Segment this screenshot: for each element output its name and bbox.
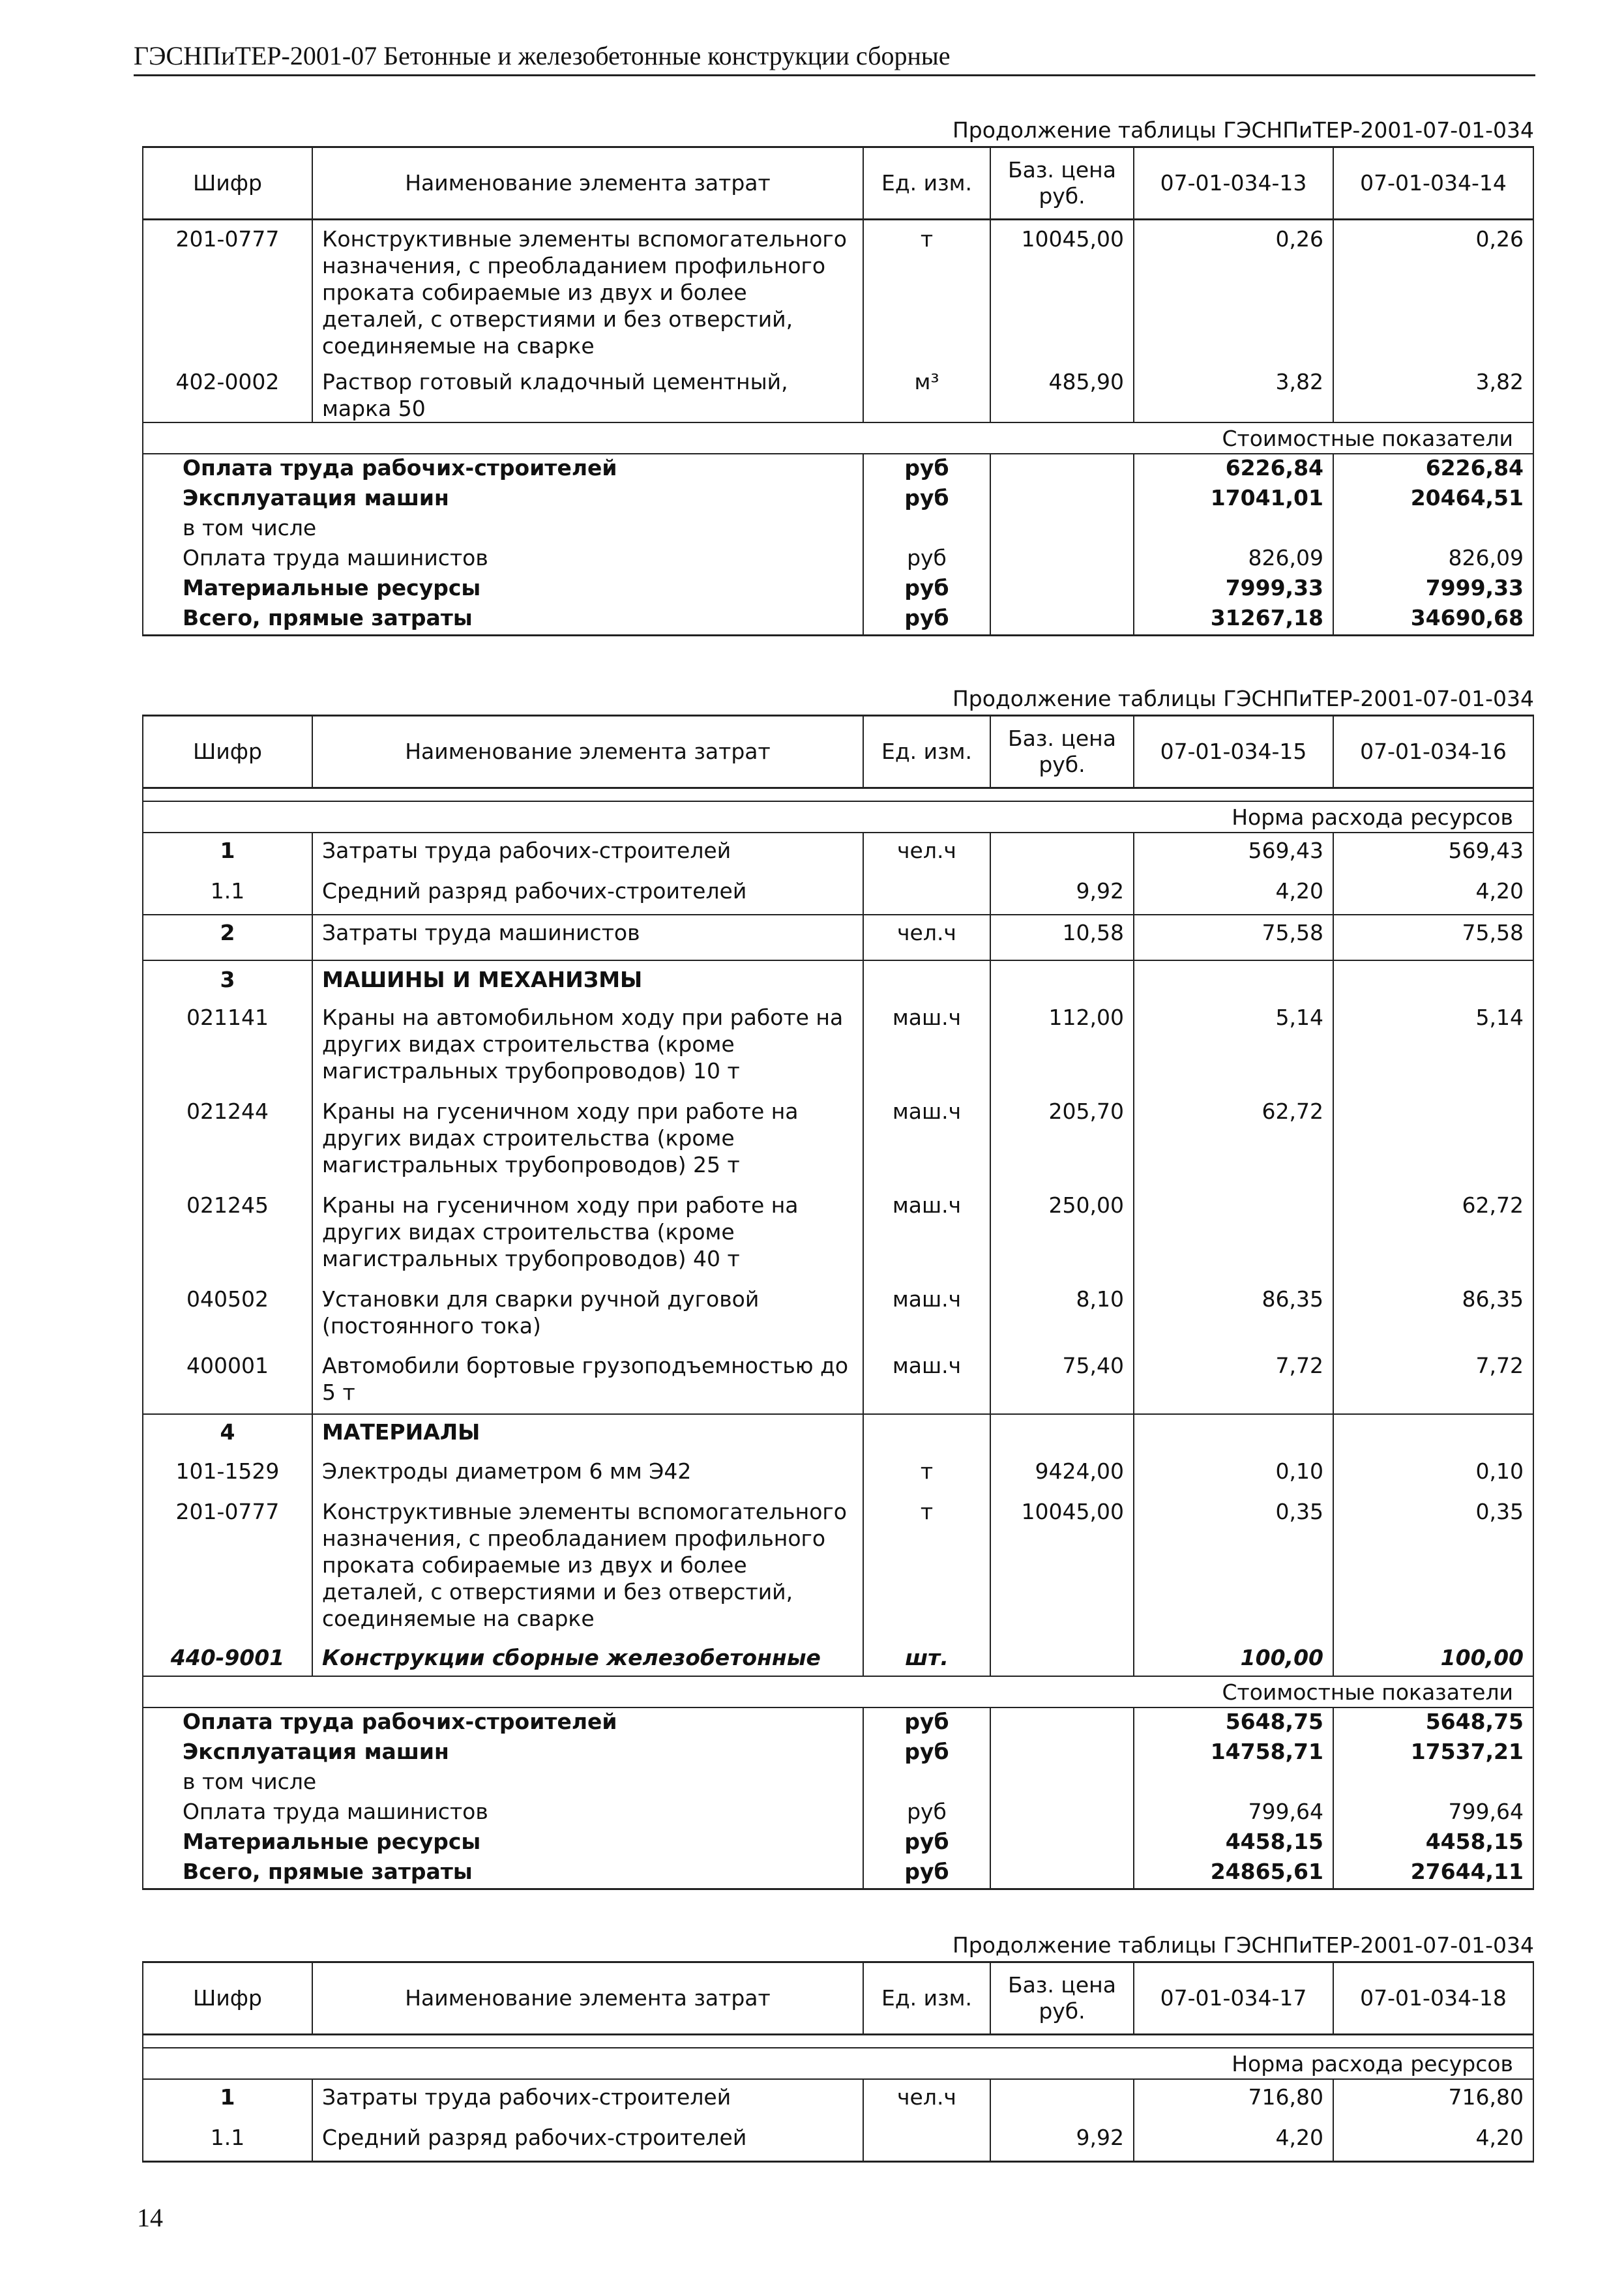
row-value-a: 716,80 xyxy=(1134,2079,1333,2120)
row-price: 9,92 xyxy=(990,2120,1134,2162)
row-code: 1 xyxy=(143,833,312,874)
cost-value-a: 24865,61 xyxy=(1134,1858,1333,1889)
row-code: 201-0777 xyxy=(143,220,312,360)
cost-name: Оплата труда рабочих-строителей xyxy=(143,1707,863,1738)
cost-row xyxy=(143,454,1533,484)
header-col-b: 07-01-034-16 xyxy=(1333,716,1533,788)
row-value-b: 716,80 xyxy=(1333,2079,1533,2120)
row-code: 021245 xyxy=(143,1190,312,1284)
row-name: Затраты труда рабочих-строителей xyxy=(312,2079,863,2120)
row-value-b: 86,35 xyxy=(1333,1284,1533,1351)
cost-row xyxy=(143,1828,1533,1858)
row-unit: т xyxy=(863,220,990,360)
table-row xyxy=(143,1284,1533,1351)
cost-unit: руб xyxy=(863,454,990,484)
cost-price-empty xyxy=(990,574,1134,604)
row-code: 440-9001 xyxy=(143,1643,312,1676)
row-price: 10045,00 xyxy=(990,1496,1134,1643)
cost-price-empty xyxy=(990,1707,1134,1738)
section-code: 4 xyxy=(143,1414,312,1455)
cost-name: Материальные ресурсы xyxy=(143,574,863,604)
cost-row xyxy=(143,1738,1533,1768)
table-row xyxy=(143,915,1533,960)
table-header xyxy=(143,1962,1533,2035)
row-code: 040502 xyxy=(143,1284,312,1351)
section-title: МАШИНЫ И МЕХАНИЗМЫ xyxy=(312,960,863,1003)
cost-value-a: 31267,18 xyxy=(1134,604,1333,636)
row-value-a: 75,58 xyxy=(1134,915,1333,960)
table-row xyxy=(143,1643,1533,1676)
table-row xyxy=(143,1455,1533,1496)
row-name: Краны на автомобильном ходу при работе на других видах строительства (кроме магистральных трубопроводов) 10 т xyxy=(312,1003,863,1097)
row-code: 2 xyxy=(143,915,312,960)
header-price-line1: Баз. цена xyxy=(1008,157,1116,183)
row-value-b: 3,82 xyxy=(1333,359,1533,422)
row-name: Конструктивные элементы вспомогательного назначения, с преобладанием профильного проката собираемые из двух и более деталей, с отверстиями и без отверстий, соединяемые на сварке xyxy=(312,220,863,360)
cost-name: в том числе xyxy=(143,1768,863,1798)
cost-price-empty xyxy=(990,484,1134,514)
cost-value-a: 6226,84 xyxy=(1134,454,1333,484)
continuation-label-3: Продолжение таблицы ГЭСНПиТЕР-2001-07-01-034 xyxy=(952,1932,1534,1958)
row-name: Средний разряд рабочих-строителей xyxy=(312,2120,863,2162)
section-row xyxy=(143,960,1533,1003)
cost-unit: руб xyxy=(863,574,990,604)
cost-row xyxy=(143,544,1533,574)
cost-unit: руб xyxy=(863,1738,990,1768)
row-price: 10045,00 xyxy=(990,220,1134,360)
cost-price-empty xyxy=(990,1738,1134,1768)
row-code: 1.1 xyxy=(143,2120,312,2162)
cost-indicators-label: Стоимостные показатели xyxy=(143,422,1533,454)
section-row xyxy=(143,1414,1533,1455)
header-price-line2: руб. xyxy=(1039,752,1085,777)
resource-table-3 xyxy=(142,1961,1534,2163)
cost-indicators-band xyxy=(143,1676,1533,1707)
cost-name: Материальные ресурсы xyxy=(143,1828,863,1858)
table-header xyxy=(143,716,1533,788)
cost-unit: руб xyxy=(863,1707,990,1738)
row-value-a: 0,35 xyxy=(1134,1496,1333,1643)
row-code: 101-1529 xyxy=(143,1455,312,1496)
table-row xyxy=(143,1097,1533,1190)
header-price xyxy=(990,147,1134,220)
table-row xyxy=(143,359,1533,422)
cost-unit: руб xyxy=(863,1798,990,1828)
spacer-row xyxy=(143,788,1533,802)
row-value-a: 100,00 xyxy=(1134,1643,1333,1676)
cost-indicators-label: Стоимостные показатели xyxy=(143,1676,1533,1707)
cost-row xyxy=(143,1858,1533,1889)
cost-price-empty xyxy=(990,544,1134,574)
row-unit: чел.ч xyxy=(863,833,990,874)
row-name: Затраты труда машинистов xyxy=(312,915,863,960)
row-unit: маш.ч xyxy=(863,1284,990,1351)
cost-name: Эксплуатация машин xyxy=(143,484,863,514)
continuation-label-2: Продолжение таблицы ГЭСНПиТЕР-2001-07-01-034 xyxy=(952,686,1534,711)
table-row xyxy=(143,1003,1533,1097)
cost-price-empty xyxy=(990,1858,1134,1889)
cost-price-empty xyxy=(990,1798,1134,1828)
header-name: Наименование элемента затрат xyxy=(312,716,863,788)
row-value-a: 0,10 xyxy=(1134,1455,1333,1496)
cost-value-b xyxy=(1333,1768,1533,1798)
row-value-a: 4,20 xyxy=(1134,2120,1333,2162)
cost-unit: руб xyxy=(863,604,990,636)
row-unit: т xyxy=(863,1496,990,1643)
row-code: 021244 xyxy=(143,1097,312,1190)
cost-unit: руб xyxy=(863,1858,990,1889)
cost-name: Всего, прямые затраты xyxy=(143,1858,863,1889)
cost-value-b: 17537,21 xyxy=(1333,1738,1533,1768)
header-price-line1: Баз. цена xyxy=(1008,1972,1116,1998)
table-header xyxy=(143,147,1533,220)
row-price: 9,92 xyxy=(990,874,1134,915)
cost-row xyxy=(143,574,1533,604)
cost-price-empty xyxy=(990,454,1134,484)
cost-price-empty xyxy=(990,1828,1134,1858)
row-value-b: 4,20 xyxy=(1333,874,1533,915)
row-price: 10,58 xyxy=(990,915,1134,960)
resource-table-2 xyxy=(142,715,1534,1890)
row-value-a: 5,14 xyxy=(1134,1003,1333,1097)
row-value-a: 7,72 xyxy=(1134,1351,1333,1414)
header-code: Шифр xyxy=(143,1962,312,2035)
running-title: ГЭСНПиТЕР-2001-07 Бетонные и железобетонные конструкции сборные xyxy=(134,38,1535,76)
resource-table-1 xyxy=(142,146,1534,636)
header-col-a: 07-01-034-17 xyxy=(1134,1962,1333,2035)
cost-value-b: 5648,75 xyxy=(1333,1707,1533,1738)
cost-value-a: 5648,75 xyxy=(1134,1707,1333,1738)
table-row xyxy=(143,2120,1533,2162)
cost-row xyxy=(143,1768,1533,1798)
header-price-line2: руб. xyxy=(1039,1998,1085,2024)
resource-norms-label: Норма расхода ресурсов xyxy=(143,801,1533,833)
row-price: 75,40 xyxy=(990,1351,1134,1414)
cost-value-a: 4458,15 xyxy=(1134,1828,1333,1858)
cost-value-b: 34690,68 xyxy=(1333,604,1533,636)
table-row xyxy=(143,833,1533,874)
row-value-b: 7,72 xyxy=(1333,1351,1533,1414)
header-price xyxy=(990,1962,1134,2035)
table-row xyxy=(143,220,1533,360)
cost-name: Оплата труда рабочих-строителей xyxy=(143,454,863,484)
row-unit: маш.ч xyxy=(863,1190,990,1284)
cost-value-b: 27644,11 xyxy=(1333,1858,1533,1889)
header-col-a: 07-01-034-15 xyxy=(1134,716,1333,788)
row-name: Конструкции сборные железобетонные xyxy=(312,1643,863,1676)
row-code: 400001 xyxy=(143,1351,312,1414)
cost-name: в том числе xyxy=(143,514,863,544)
row-name: Автомобили бортовые грузоподъемностью до 5 т xyxy=(312,1351,863,1414)
page-number: 14 xyxy=(137,2203,163,2232)
row-name: Затраты труда рабочих-строителей xyxy=(312,833,863,874)
row-value-b: 4,20 xyxy=(1333,2120,1533,2162)
cost-value-a: 7999,33 xyxy=(1134,574,1333,604)
row-value-b: 62,72 xyxy=(1333,1190,1533,1284)
section-title: МАТЕРИАЛЫ xyxy=(312,1414,863,1455)
header-unit: Ед. изм. xyxy=(863,716,990,788)
cost-value-a xyxy=(1134,514,1333,544)
header-price-line1: Баз. цена xyxy=(1008,726,1116,751)
row-value-a: 86,35 xyxy=(1134,1284,1333,1351)
table-row xyxy=(143,874,1533,915)
table-row xyxy=(143,2079,1533,2120)
row-code: 021141 xyxy=(143,1003,312,1097)
row-value-b: 5,14 xyxy=(1333,1003,1533,1097)
row-value-a: 569,43 xyxy=(1134,833,1333,874)
cost-value-b xyxy=(1333,514,1533,544)
row-value-b: 0,35 xyxy=(1333,1496,1533,1643)
header-code: Шифр xyxy=(143,716,312,788)
row-unit xyxy=(863,874,990,915)
cost-value-a: 799,64 xyxy=(1134,1798,1333,1828)
cost-row xyxy=(143,604,1533,636)
row-unit: шт. xyxy=(863,1643,990,1676)
row-unit: м³ xyxy=(863,359,990,422)
row-price xyxy=(990,1643,1134,1676)
cost-unit: руб xyxy=(863,484,990,514)
row-name: Раствор готовый кладочный цементный, марка 50 xyxy=(312,359,863,422)
resource-norms-band xyxy=(143,801,1533,833)
cost-unit: руб xyxy=(863,544,990,574)
spacer-row xyxy=(143,2035,1533,2048)
row-price: 9424,00 xyxy=(990,1455,1134,1496)
cost-value-a xyxy=(1134,1768,1333,1798)
row-value-b xyxy=(1333,1097,1533,1190)
cost-name: Оплата труда машинистов xyxy=(143,544,863,574)
cost-unit xyxy=(863,1768,990,1798)
table-row xyxy=(143,1351,1533,1414)
row-unit: чел.ч xyxy=(863,915,990,960)
cost-unit xyxy=(863,514,990,544)
row-code: 1.1 xyxy=(143,874,312,915)
row-value-a: 3,82 xyxy=(1134,359,1333,422)
header-unit: Ед. изм. xyxy=(863,1962,990,2035)
cost-price-empty xyxy=(990,514,1134,544)
cost-row xyxy=(143,1707,1533,1738)
header-col-b: 07-01-034-14 xyxy=(1333,147,1533,220)
header-name: Наименование элемента затрат xyxy=(312,1962,863,2035)
row-value-b: 0,10 xyxy=(1333,1455,1533,1496)
cost-row xyxy=(143,1798,1533,1828)
cost-value-b: 7999,33 xyxy=(1333,574,1533,604)
row-value-b: 0,26 xyxy=(1333,220,1533,360)
cost-name: Всего, прямые затраты xyxy=(143,604,863,636)
resource-norms-band xyxy=(143,2048,1533,2079)
cost-row xyxy=(143,484,1533,514)
header-unit: Ед. изм. xyxy=(863,147,990,220)
resource-norms-label: Норма расхода ресурсов xyxy=(143,2048,1533,2079)
cost-price-empty xyxy=(990,1768,1134,1798)
table-row xyxy=(143,1190,1533,1284)
row-unit: маш.ч xyxy=(863,1003,990,1097)
row-unit: т xyxy=(863,1455,990,1496)
header-name: Наименование элемента затрат xyxy=(312,147,863,220)
row-unit: маш.ч xyxy=(863,1351,990,1414)
row-price: 250,00 xyxy=(990,1190,1134,1284)
cost-name: Оплата труда машинистов xyxy=(143,1798,863,1828)
row-value-a: 0,26 xyxy=(1134,220,1333,360)
cost-value-b: 4458,15 xyxy=(1333,1828,1533,1858)
table-row xyxy=(143,1496,1533,1643)
cost-value-b: 6226,84 xyxy=(1333,454,1533,484)
cost-name: Эксплуатация машин xyxy=(143,1738,863,1768)
header-price xyxy=(990,716,1134,788)
row-price xyxy=(990,833,1134,874)
cost-value-a: 826,09 xyxy=(1134,544,1333,574)
row-value-b: 569,43 xyxy=(1333,833,1533,874)
cost-row xyxy=(143,514,1533,544)
row-name: Краны на гусеничном ходу при работе на других видах строительства (кроме магистральных трубопроводов) 40 т xyxy=(312,1190,863,1284)
header-col-a: 07-01-034-13 xyxy=(1134,147,1333,220)
row-price xyxy=(990,2079,1134,2120)
cost-value-b: 20464,51 xyxy=(1333,484,1533,514)
cost-value-b: 826,09 xyxy=(1333,544,1533,574)
row-value-a xyxy=(1134,1190,1333,1284)
section-code: 3 xyxy=(143,960,312,1003)
row-name: Конструктивные элементы вспомогательного назначения, с преобладанием профильного проката собираемые из двух и более деталей, с отверстиями и без отверстий, соединяемые на сварке xyxy=(312,1496,863,1643)
row-value-a: 62,72 xyxy=(1134,1097,1333,1190)
row-name: Краны на гусеничном ходу при работе на других видах строительства (кроме магистральных трубопроводов) 25 т xyxy=(312,1097,863,1190)
row-value-b: 100,00 xyxy=(1333,1643,1533,1676)
row-price: 205,70 xyxy=(990,1097,1134,1190)
row-name: Средний разряд рабочих-строителей xyxy=(312,874,863,915)
row-unit xyxy=(863,2120,990,2162)
row-code: 402-0002 xyxy=(143,359,312,422)
cost-indicators-band xyxy=(143,422,1533,454)
row-value-b: 75,58 xyxy=(1333,915,1533,960)
row-code: 201-0777 xyxy=(143,1496,312,1643)
header-code: Шифр xyxy=(143,147,312,220)
header-price-line2: руб. xyxy=(1039,183,1085,209)
row-price: 8,10 xyxy=(990,1284,1134,1351)
cost-price-empty xyxy=(990,604,1134,636)
row-unit: маш.ч xyxy=(863,1097,990,1190)
cost-value-a: 14758,71 xyxy=(1134,1738,1333,1768)
row-name: Установки для сварки ручной дуговой (постоянного тока) xyxy=(312,1284,863,1351)
continuation-label-1: Продолжение таблицы ГЭСНПиТЕР-2001-07-01-034 xyxy=(952,117,1534,143)
cost-value-a: 17041,01 xyxy=(1134,484,1333,514)
row-price: 485,90 xyxy=(990,359,1134,422)
row-name: Электроды диаметром 6 мм Э42 xyxy=(312,1455,863,1496)
row-price: 112,00 xyxy=(990,1003,1134,1097)
row-unit: чел.ч xyxy=(863,2079,990,2120)
cost-value-b: 799,64 xyxy=(1333,1798,1533,1828)
header-col-b: 07-01-034-18 xyxy=(1333,1962,1533,2035)
cost-unit: руб xyxy=(863,1828,990,1858)
row-value-a: 4,20 xyxy=(1134,874,1333,915)
row-code: 1 xyxy=(143,2079,312,2120)
